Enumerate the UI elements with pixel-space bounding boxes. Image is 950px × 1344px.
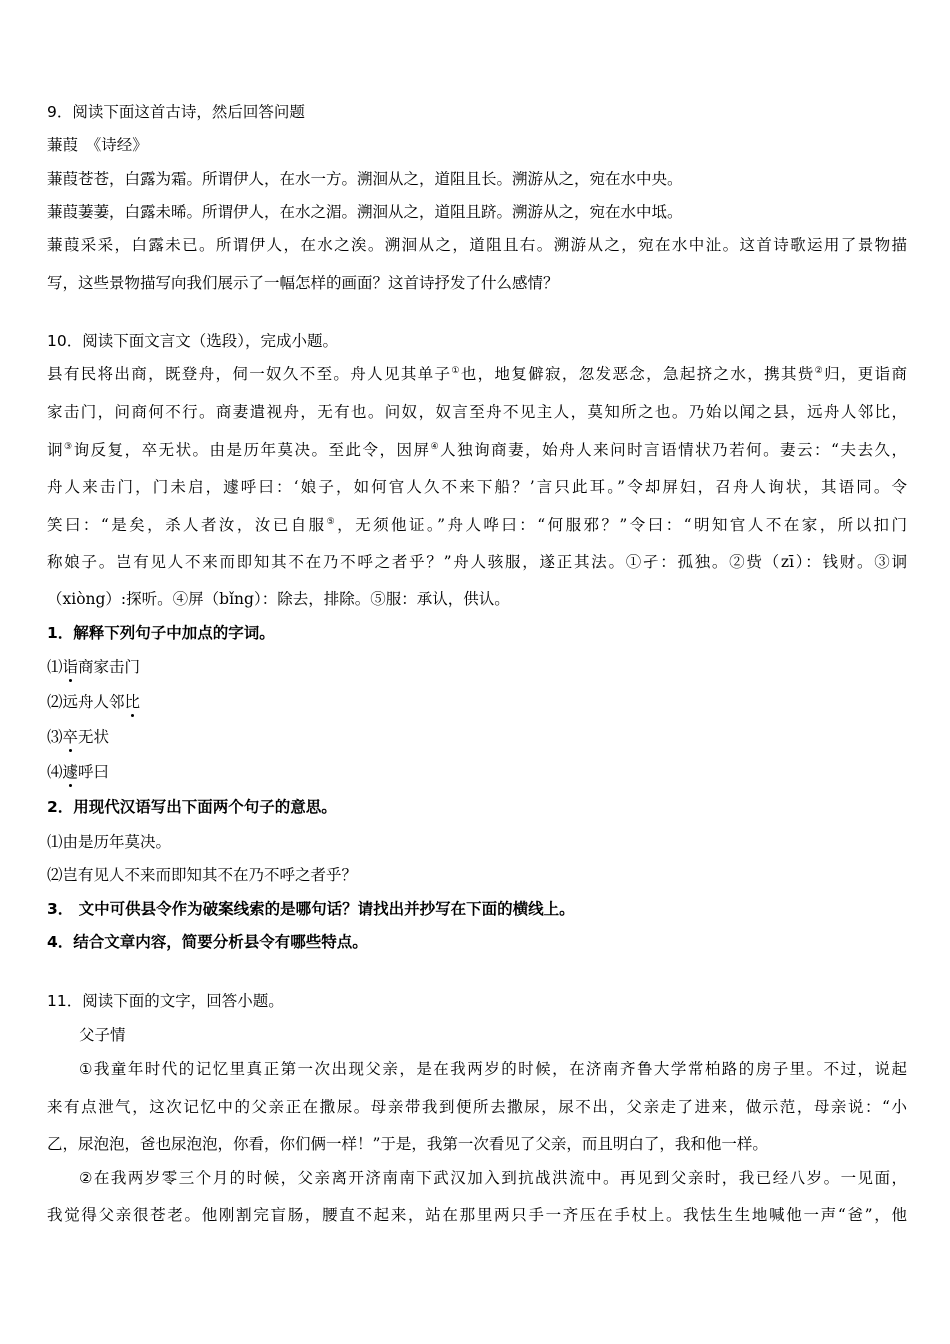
q9-title: 9．阅读下面这首古诗，然后回答问题 bbox=[47, 103, 305, 121]
dotted-word: 卒 bbox=[62, 728, 79, 746]
q11-para1-line-1 bbox=[79, 1059, 907, 1079]
q11-para2-text: 在我两岁零三个月的时候，父亲离开济南南下武汉加入到抗战洪流中。再见到父亲时，我已经八岁。一见面， bbox=[92, 1169, 907, 1187]
item-text: 商家击门 bbox=[78, 658, 141, 676]
q10-sub2-item-1 bbox=[47, 832, 907, 852]
item-text: 远舟人邻 bbox=[62, 693, 125, 711]
q10-passage-line-1a: 县有民将出商，既登舟，伺一奴久不至。舟人见其单子 bbox=[47, 365, 452, 383]
q10-sub2-text: 2．用现代汉语写出下面两个句子的意思。 bbox=[47, 798, 337, 816]
item-text: 呼曰 bbox=[78, 763, 110, 781]
item-text: 岂有见人不来而即知其不在乃不呼之者乎？ bbox=[62, 866, 358, 884]
q11-title: 11．阅读下面的文字，回答小题。 bbox=[47, 992, 284, 1010]
q11-para2-line-2: 我觉得父亲很苍老。他刚割完盲肠，腰直不起来，站在那里两只手一齐压在手杖上。我怯生生地喊他一声“爸”，他 bbox=[47, 1206, 907, 1224]
q10-sub1-item-1 bbox=[47, 657, 907, 677]
footnote-3-marker: ③ bbox=[64, 441, 74, 452]
q9-stanza-1: 蒹葭苍苍，白露为霜。所谓伊人，在水一方。溯洄从之，道阻且长。溯游从之，宛在水中央。 bbox=[47, 170, 683, 188]
footnote-1-marker: ① bbox=[451, 365, 461, 376]
dotted-word: 比 bbox=[124, 693, 141, 711]
q10-sub1-item-4 bbox=[47, 762, 907, 782]
item-number: ⑴ bbox=[47, 658, 63, 676]
q11-article-title: 父子情 bbox=[79, 1026, 126, 1044]
paragraph-number: ① bbox=[79, 1060, 93, 1078]
q10-passage-line-1c: 归，更诣商 bbox=[824, 365, 907, 383]
q10-passage-line-3b: 询反复，卒无状。由是历年莫决。至此令，因屏 bbox=[73, 441, 431, 459]
q10-sub2-item-2 bbox=[47, 865, 907, 885]
item-number: ⑵ bbox=[47, 866, 63, 884]
item-text: 由是历年莫决。 bbox=[62, 833, 172, 851]
q10-sub3 bbox=[47, 899, 907, 919]
q10-passage-line-3 bbox=[47, 440, 907, 460]
q10-title: 10．阅读下面文言文（选段），完成小题。 bbox=[47, 332, 338, 350]
item-number: ⑵ bbox=[47, 693, 63, 711]
q11-para1-line-3: 乙，尿泡泡，爸也尿泡泡，你看，你们俩一样！”于是，我第一次看见了父亲，而且明白了，我和他一样。 bbox=[47, 1135, 768, 1153]
q10-passage-line-3a: 诇 bbox=[47, 441, 64, 459]
q10-sub4-text: 4．结合文章内容，简要分析县令有哪些特点。 bbox=[47, 933, 368, 951]
footnote-4-marker: ④ bbox=[430, 441, 441, 452]
item-number: ⑶ bbox=[47, 728, 63, 746]
q11-para1-line-2: 来有点泄气，这次记忆中的父亲正在撒尿。母亲带我到便所去撒尿，尿不出，父亲走了进来，做示范，母亲说：“小 bbox=[47, 1098, 907, 1116]
q10-footnotes: （xiòng）:探听。④屏（bǐng）：除去，排除。⑤服：承认，供认。 bbox=[47, 590, 510, 608]
q10-passage-line-4: 舟人来击门，门未启，遽呼曰：‘娘子，如何官人久不来下船？’言只此耳。”令却屏妇，召舟人询状，其语同。令 bbox=[47, 478, 907, 496]
item-text: 无状 bbox=[78, 728, 110, 746]
q9-stanza-2: 蒹葭萋萋，白露未晞。所谓伊人，在水之湄。溯洄从之，道阻且跻。溯游从之，宛在水中坻。 bbox=[47, 203, 683, 221]
q10-passage-line-5b: ，无须他证。”舟人哗曰：“何服邪？”令曰：“明知官人不在家，所以扣门 bbox=[337, 516, 907, 534]
item-number: ⑷ bbox=[47, 763, 63, 781]
q11-para1-text: 我童年时代的记忆里真正第一次出现父亲，是在我两岁的时候，在济南齐鲁大学常柏路的房子里。不过，说起 bbox=[92, 1060, 907, 1078]
q10-passage-line-1b: 也，地复僻寂，忽发恶念，急起挤之水，携其赀 bbox=[460, 365, 815, 383]
q10-sub3-text: 3． 文中可供县令作为破案线索的是哪句话？请找出并抄写在下面的横线上。 bbox=[47, 900, 575, 918]
q9-stanza-3-cont: 写，这些景物描写向我们展示了一幅怎样的画面？这首诗抒发了什么感情？ bbox=[47, 274, 559, 292]
q10-sub1-title bbox=[47, 623, 907, 643]
footnote-5-marker: ⑤ bbox=[326, 516, 338, 527]
dotted-word: 遽 bbox=[62, 763, 79, 781]
paragraph-number: ② bbox=[79, 1169, 93, 1187]
q9-poem-title: 蒹葭 《诗经》 bbox=[47, 136, 148, 154]
q10-passage-line-1 bbox=[47, 364, 907, 384]
q11-para2-line-1 bbox=[79, 1168, 907, 1188]
q10-sub4 bbox=[47, 932, 907, 952]
q10-passage-line-3c: 人独询商妻，始舟人来问时言语情状乃若何。妻云：“夫去久， bbox=[440, 441, 907, 459]
footnote-2-marker: ② bbox=[814, 365, 825, 376]
q10-sub1-item-3 bbox=[47, 727, 907, 747]
item-number: ⑴ bbox=[47, 833, 63, 851]
q10-passage-line-5a: 笑曰：“是矣，杀人者汝，汝已自服 bbox=[47, 516, 327, 534]
q10-passage-line-5 bbox=[47, 515, 907, 535]
q9-stanza-3: 蒹葭采采，白露未已。所谓伊人，在水之涘。溯洄从之，道阻且右。溯游从之，宛在水中沚。这首诗歌运用了景物描 bbox=[47, 236, 907, 254]
dotted-word: 诣 bbox=[62, 658, 79, 676]
q10-passage-line-6: 称娘子。岂有见人不来而即知其不在乃不呼之者乎？”舟人骇服，遂正其法。①孑：孤独。②赀（zī）：钱财。③诇 bbox=[47, 553, 907, 571]
q10-sub2-title bbox=[47, 797, 907, 817]
q10-passage-line-2: 家击门，问商何不行。商妻遣视舟，无有也。问奴，奴言至舟不见主人，莫知所之也。乃始以闻之县，远舟人邻比， bbox=[47, 403, 907, 421]
q10-sub1-text: 1．解释下列句子中加点的字词。 bbox=[47, 624, 275, 642]
q10-sub1-item-2 bbox=[47, 692, 907, 712]
